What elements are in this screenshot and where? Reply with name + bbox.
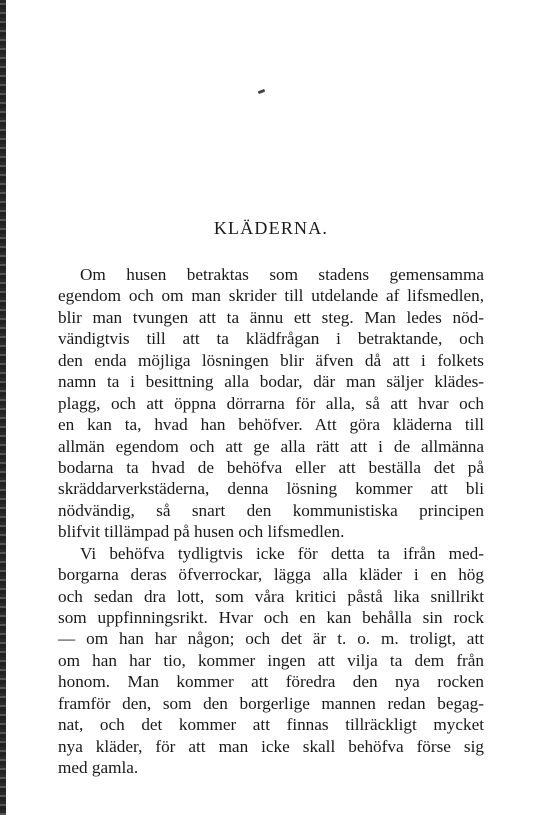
chapter-title: KLÄDERNA.: [213, 218, 329, 238]
text-line: borgarna deras öfverrockar, lägga alla kläder i en hög: [58, 565, 484, 585]
text-line: namn ta i besittning alla bodar, där man säljer klädes-: [58, 372, 484, 392]
text-line: nya kläder, för att man icke skall behöfva förse sig: [58, 736, 484, 756]
text-line: nödvändig, så snart den kommunistiska principen: [58, 500, 484, 520]
text-line: framför den, som den borgerlige mannen redan begag-: [58, 693, 484, 713]
text-line: — om han har någon; och det är t. o. m. troligt, att: [58, 629, 484, 649]
text-line: allmän egendom och att ge alla rätt att i de allmänna: [58, 436, 484, 456]
page-binding-edge: [0, 0, 6, 815]
text-line: Om husen betraktas som stadens gemensamma: [80, 265, 484, 284]
body-text: [58, 264, 484, 779]
text-line: blir man tvungen att ta ännu ett steg. Man ledes nöd-: [58, 307, 484, 327]
ink-speck: [258, 89, 266, 94]
text-line: plagg, och att öppna dörrarna för alla, så att hvar och: [58, 393, 484, 413]
text-line: en kan ta, hvad han behöfver. Att göra kläderna till: [58, 415, 484, 435]
text-line: den enda möjliga lösningen blir äfven då att i folkets: [58, 350, 484, 370]
text-line: med gamla.: [58, 758, 139, 778]
text-line: vändigtvis till att ta klädfrågan i betraktande, och: [58, 329, 484, 349]
text-line: egendom och om man skrider till utdelande af lifsmedlen,: [58, 286, 484, 306]
text-line: bodarna ta hvad de behöfva eller att beställa det på: [58, 457, 484, 477]
text-line: skräddarverkstäderna, denna lösning kommer att bli: [58, 479, 484, 499]
text-line: honom. Man kommer att föredra den nya rocken: [58, 672, 484, 692]
text-line: som uppfinningsrikt. Hvar och en kan behålla sin rock: [58, 608, 484, 627]
text-line: nat, och det kommer att finnas tillräckligt mycket: [58, 715, 484, 735]
text-line: om han har tio, kommer ingen att vilja ta dem från: [58, 650, 484, 670]
text-line: och sedan dra lott, som våra kritici påstå lika snillrikt: [58, 586, 484, 606]
text-line: blifvit tillämpad på husen och lifsmedlen.: [58, 522, 345, 542]
paragraph-2: [58, 543, 484, 779]
text-line: Vi behöfva tydligtvis icke för detta ta ifrån med-: [80, 543, 484, 563]
paragraph-1: [58, 264, 484, 543]
